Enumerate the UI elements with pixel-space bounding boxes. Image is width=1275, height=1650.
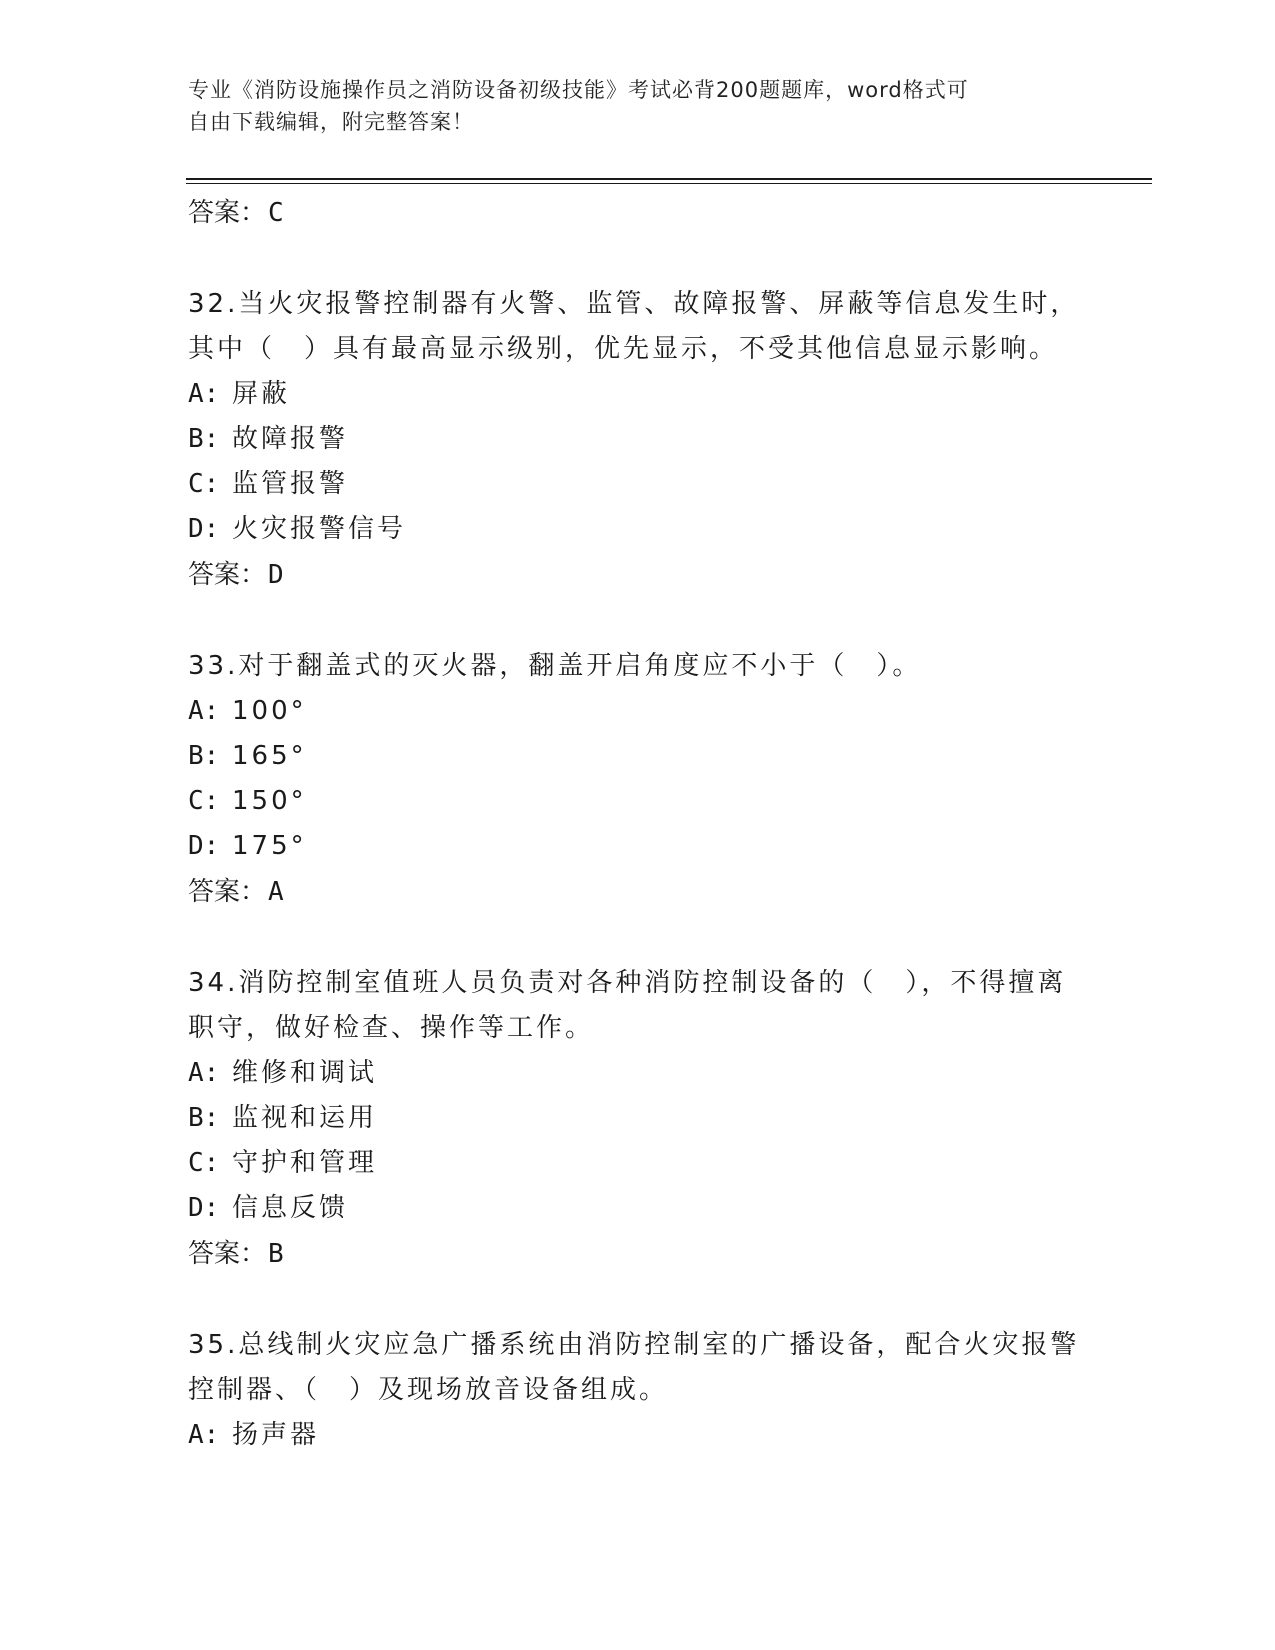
answer-value: D xyxy=(268,559,284,590)
option-letter: B: xyxy=(188,1103,220,1133)
document-header xyxy=(188,74,1088,138)
option-letter: A: xyxy=(188,379,220,409)
option-text: 监管报警 xyxy=(232,469,349,499)
option-letter: C: xyxy=(188,786,220,816)
question-block xyxy=(188,961,1088,1276)
answer-line xyxy=(188,552,1088,597)
header-divider-thin xyxy=(186,183,1152,184)
question-line: 职守，做好检查、操作等工作。 xyxy=(188,1013,595,1043)
question-line: 其中（ ）具有最高显示级别，优先显示，不受其他信息显示影响。 xyxy=(188,334,1059,364)
option-letter: A: xyxy=(188,1420,220,1450)
option-text: 165° xyxy=(232,741,307,771)
question-block xyxy=(188,1323,1088,1458)
option-letter: C: xyxy=(188,469,220,499)
spacer xyxy=(188,914,1088,961)
option-letter: A: xyxy=(188,1058,220,1088)
option-text: 维修和调试 xyxy=(232,1058,378,1088)
answer-label: 答案： xyxy=(188,559,267,590)
header-line-2: 自由下载编辑，附完整答案！ xyxy=(188,110,474,134)
spacer xyxy=(188,1276,1088,1323)
option-letter: D: xyxy=(188,831,220,861)
question-line: 34.消防控制室值班人员负责对各种消防控制设备的（ ），不得擅离 xyxy=(188,968,1067,998)
option-text: 屏蔽 xyxy=(232,379,291,409)
header-line-1: 专业《消防设施操作员之消防设备初级技能》考试必背200题题库，word格式可 xyxy=(188,78,969,102)
question-line: 35.总线制火灾应急广播系统由消防控制室的广播设备，配合火灾报警 xyxy=(188,1330,1080,1360)
option-letter: C: xyxy=(188,1148,220,1178)
option-letter: D: xyxy=(188,514,220,544)
option-letter: B: xyxy=(188,424,220,454)
header-divider-thick xyxy=(186,178,1152,180)
option-letter: A: xyxy=(188,696,220,726)
option-text: 故障报警 xyxy=(232,424,349,454)
option-b xyxy=(188,417,1088,462)
option-text: 火灾报警信号 xyxy=(232,514,407,544)
option-text: 守护和管理 xyxy=(232,1148,378,1178)
option-d xyxy=(188,824,1088,869)
option-text: 150° xyxy=(232,786,307,816)
spacer xyxy=(188,597,1088,644)
question-block xyxy=(188,282,1088,597)
answer-value: C xyxy=(268,197,284,228)
option-text: 信息反馈 xyxy=(232,1193,349,1223)
document-body xyxy=(188,190,1088,1458)
question-line: 33.对于翻盖式的灭火器，翻盖开启角度应不小于（ ）。 xyxy=(188,651,922,681)
question-line: 控制器、（ ）及现场放音设备组成。 xyxy=(188,1375,669,1405)
spacer xyxy=(188,235,1088,282)
question-line: 32.当火灾报警控制器有火警、监管、故障报警、屏蔽等信息发生时， xyxy=(188,289,1080,319)
option-text: 监视和运用 xyxy=(232,1103,378,1133)
option-a xyxy=(188,1051,1088,1096)
option-d xyxy=(188,1186,1088,1231)
option-text: 100° xyxy=(232,696,307,726)
option-c xyxy=(188,1141,1088,1186)
answer-line xyxy=(188,190,1088,235)
option-a xyxy=(188,1413,1088,1458)
option-c xyxy=(188,462,1088,507)
answer-line xyxy=(188,1231,1088,1276)
option-d xyxy=(188,507,1088,552)
option-c xyxy=(188,779,1088,824)
answer-value: A xyxy=(268,876,284,907)
answer-value: B xyxy=(268,1238,284,1269)
option-letter: B: xyxy=(188,741,220,771)
option-b xyxy=(188,734,1088,779)
option-a xyxy=(188,372,1088,417)
question-block xyxy=(188,644,1088,914)
answer-line xyxy=(188,869,1088,914)
option-text: 175° xyxy=(232,831,307,861)
option-a xyxy=(188,689,1088,734)
answer-label: 答案： xyxy=(188,1238,267,1269)
option-b xyxy=(188,1096,1088,1141)
option-letter: D: xyxy=(188,1193,220,1223)
answer-label: 答案： xyxy=(188,876,267,907)
answer-label: 答案： xyxy=(188,197,267,228)
option-text: 扬声器 xyxy=(232,1420,320,1450)
